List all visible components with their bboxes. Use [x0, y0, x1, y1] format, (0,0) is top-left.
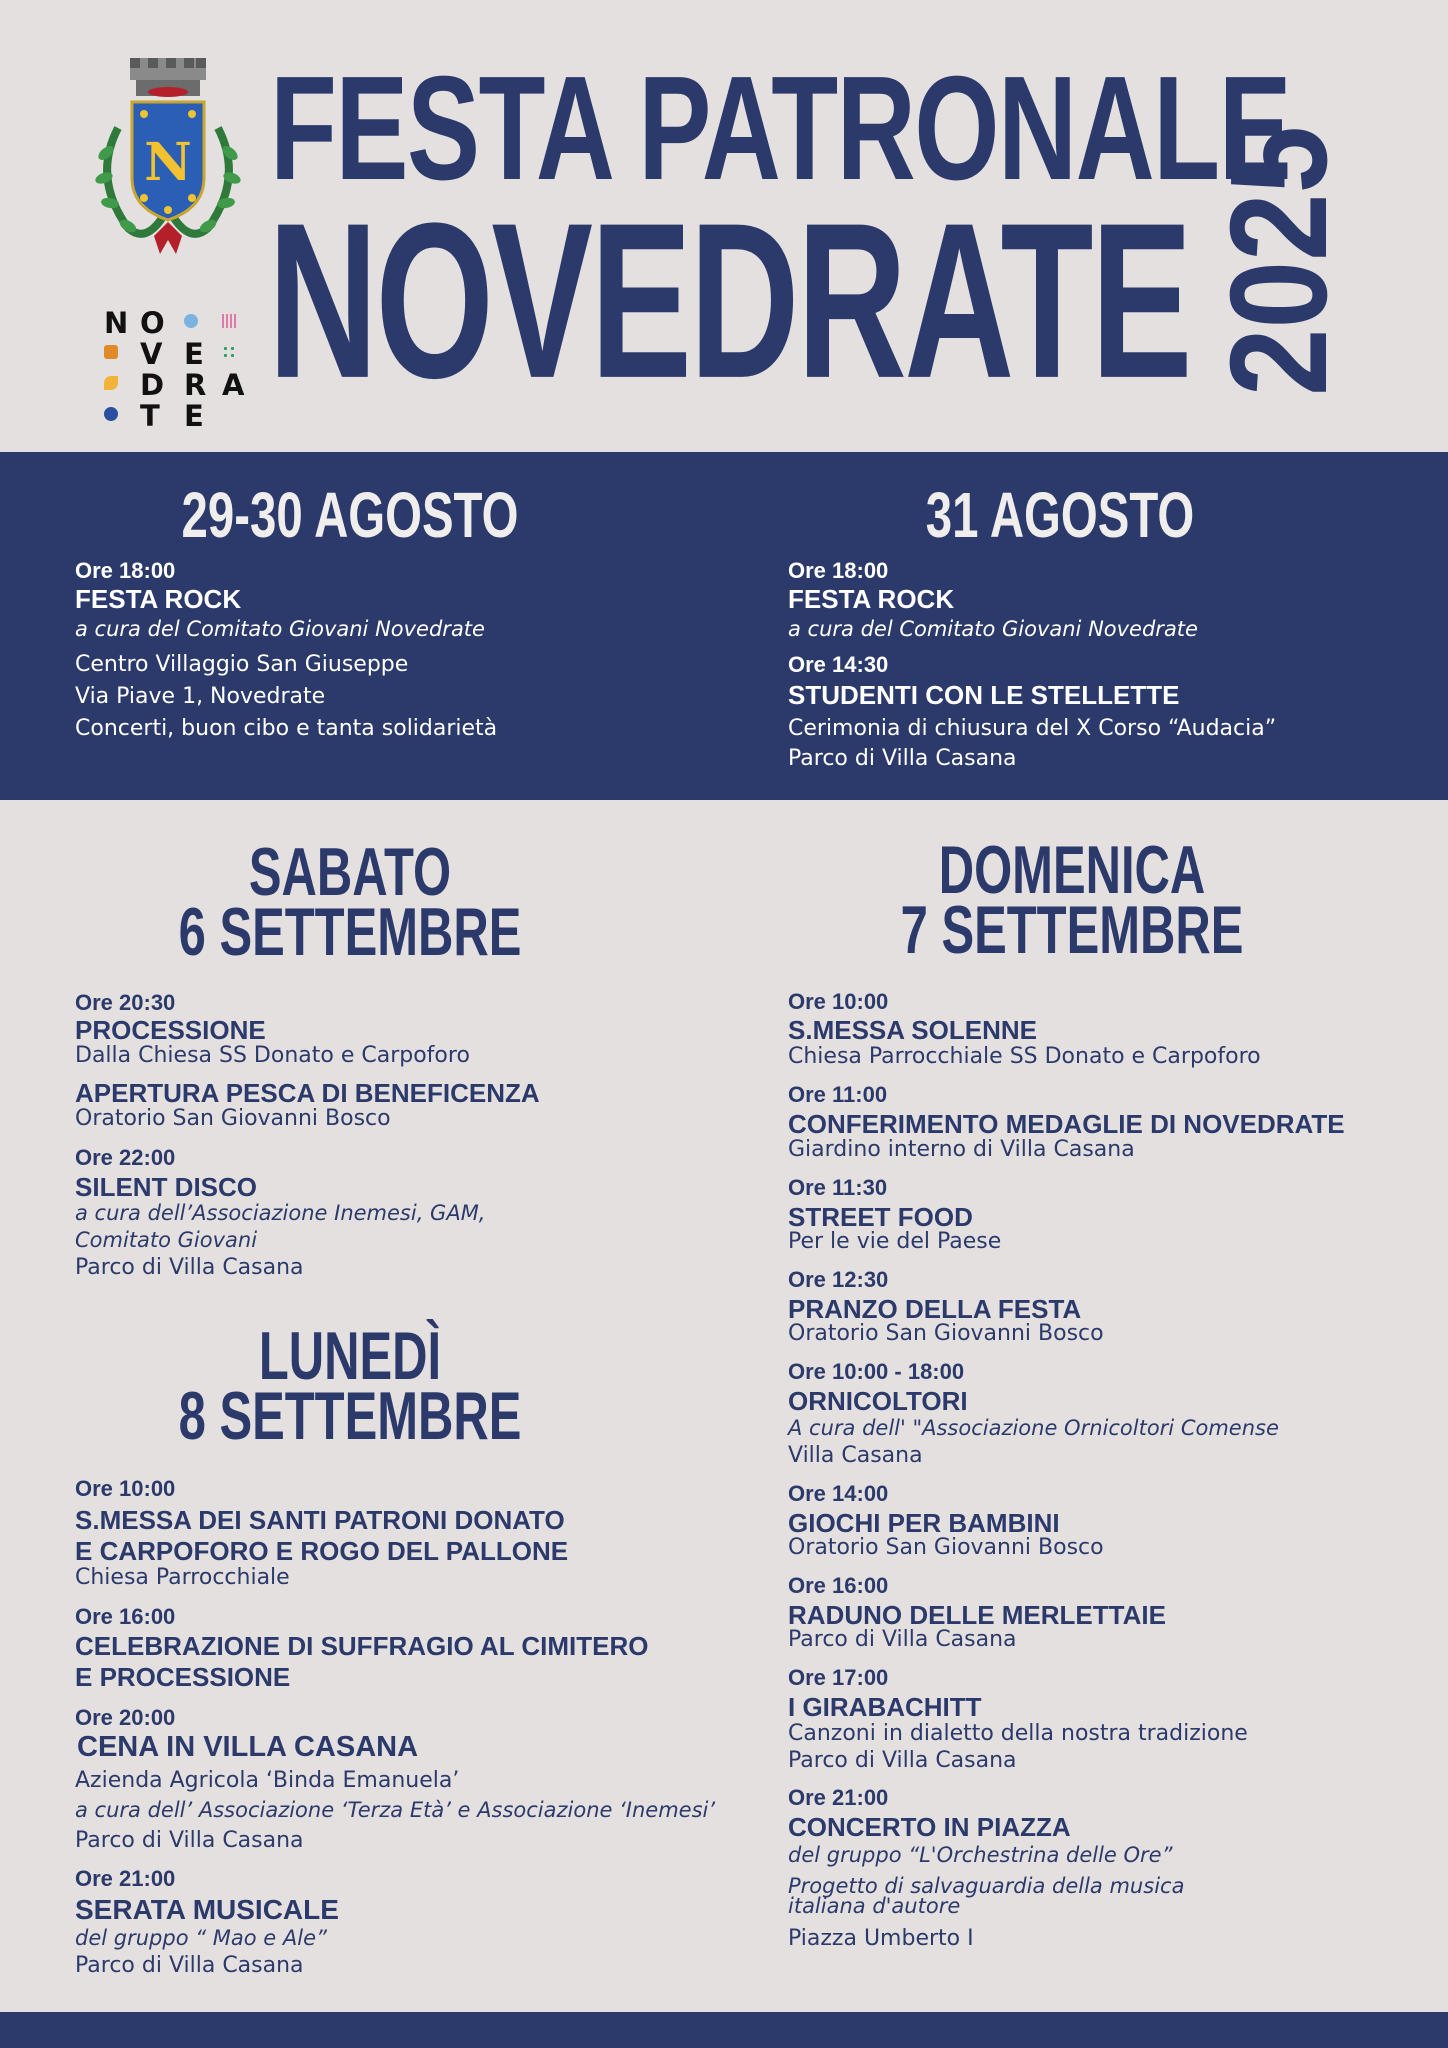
footer-bar [0, 2012, 1448, 2048]
event-curated: a cura dell’Associazione Inemesi, GAM, [75, 1201, 486, 1225]
orange-shape-icon [104, 345, 118, 359]
event-time: Ore 18:00 [788, 558, 889, 583]
event-title: CENA IN VILLA CASANA [77, 1731, 419, 1763]
event-time: Ore 21:00 [75, 1866, 176, 1891]
event-title: APERTURA PESCA DI BENEFICENZA [75, 1078, 540, 1108]
wordmark-letter: T [140, 399, 160, 433]
pink-lines-icon [222, 314, 236, 328]
day-date: 7 SETTEMBRE [900, 892, 1244, 968]
date-heading-29-30-agosto: 29-30 AGOSTO [181, 479, 519, 551]
event-location: Per le vie del Paese [788, 1229, 1002, 1254]
date-heading-31-agosto: 31 AGOSTO [925, 479, 1195, 551]
event-title: GIOCHI PER BAMBINI [788, 1508, 1060, 1538]
event-title: FESTA ROCK [788, 584, 955, 614]
event-time: Ore 11:00 [788, 1082, 888, 1107]
event-curated: a cura del Comitato Giovani Novedrate [75, 617, 485, 641]
year-text: 2025 [1202, 125, 1356, 397]
august-events-band [0, 452, 1448, 800]
event-time: Ore 22:00 [75, 1145, 176, 1170]
header [0, 0, 1448, 452]
event-location: Oratorio San Giovanni Bosco [788, 1321, 1104, 1346]
event-location: Parco di Villa Casana [788, 1627, 1017, 1652]
event-time: Ore 16:00 [788, 1573, 889, 1598]
day-heading-lunedi [170, 1318, 530, 1454]
event-time: Ore 14:00 [788, 1481, 889, 1506]
event-location: Piazza Umberto I [788, 1926, 974, 1951]
event-title: CONFERIMENTO MEDAGLIE DI NOVEDRATE [788, 1109, 1345, 1139]
event-location: Parco di Villa Casana [75, 1255, 304, 1280]
blue-swirl-icon [184, 314, 198, 328]
event-curated: a cura del Comitato Giovani Novedrate [788, 617, 1198, 641]
event-title: SERATA MUSICALE [75, 1894, 339, 1925]
year-vertical [1202, 56, 1356, 397]
blue-helmet-icon [104, 407, 118, 421]
event-title: E PROCESSIONE [75, 1662, 291, 1692]
wordmark-letter: O [140, 306, 165, 340]
event-title: STUDENTI CON LE STELLETTE [788, 680, 1180, 710]
event-time: Ore 16:00 [75, 1604, 176, 1629]
event-description: Concerti, buon cibo e tanta solidarietà [75, 716, 498, 741]
title-line-1: FESTA PATRONALE [270, 46, 1291, 211]
day-name: SABATO [248, 834, 452, 910]
event-location: Oratorio San Giovanni Bosco [75, 1106, 391, 1131]
event-time: Ore 10:00 [788, 989, 889, 1014]
novedrate-wordmark [104, 306, 254, 433]
event-location: Parco di Villa Casana [75, 1953, 304, 1978]
wordmark-letter: V [140, 337, 163, 371]
day-heading-domenica [892, 832, 1252, 968]
event-time: Ore 10:00 - 18:00 [788, 1359, 965, 1384]
event-address: Via Piave 1, Novedrate [75, 684, 326, 709]
green-dots-icon [222, 345, 236, 359]
event-location: Dalla Chiesa SS Donato e Carpoforo [75, 1043, 470, 1068]
event-description: Cerimonia di chiusura del X Corso “Audacia” [788, 716, 1277, 741]
svg-text:N: N [144, 132, 192, 193]
event-location: Parco di Villa Casana [788, 746, 1017, 771]
event-time: Ore 21:00 [788, 1785, 889, 1810]
event-location: Chiesa Parrocchiale SS Donato e Carpoforo [788, 1044, 1261, 1069]
event-title: STREET FOOD [788, 1202, 973, 1232]
event-description: Canzoni in dialetto della nostra tradizione [788, 1721, 1248, 1746]
event-title: FESTA ROCK [75, 584, 242, 614]
event-title: I GIRABACHITT [788, 1692, 982, 1722]
event-curated: del gruppo “L'Orchestrina delle Ore” [788, 1843, 1173, 1867]
event-time: Ore 17:00 [788, 1665, 889, 1690]
event-location: Giardino interno di Villa Casana [788, 1137, 1135, 1162]
event-title: PROCESSIONE [75, 1015, 266, 1045]
title-line-2: NOVEDRATE [268, 177, 1190, 425]
event-location: Parco di Villa Casana [788, 1748, 1017, 1773]
event-organizer: Azienda Agricola ‘Binda Emanuela’ [75, 1768, 460, 1793]
event-time: Ore 14:30 [788, 652, 889, 677]
day-date: 8 SETTEMBRE [178, 1378, 522, 1454]
event-time: Ore 20:00 [75, 1705, 176, 1730]
municipal-logo [88, 58, 248, 433]
event-title: ORNICOLTORI [788, 1386, 968, 1416]
event-title: S.MESSA SOLENNE [788, 1015, 1037, 1045]
day-date: 6 SETTEMBRE [178, 894, 522, 970]
event-title: E CARPOFORO E ROGO DEL PALLONE [75, 1536, 569, 1566]
wordmark-letter: D [140, 368, 165, 402]
yellow-shape-icon [104, 376, 118, 390]
event-title: SILENT DISCO [75, 1172, 258, 1202]
event-title: PRANZO DELLA FESTA [788, 1294, 1082, 1324]
event-note: Progetto di salvaguardia della musica [788, 1874, 1185, 1898]
event-note: italiana d'autore [788, 1894, 961, 1918]
event-title: RADUNO DELLE MERLETTAIE [788, 1600, 1166, 1630]
event-title: CONCERTO IN PIAZZA [788, 1812, 1071, 1842]
event-time: Ore 10:00 [75, 1476, 176, 1501]
event-location: Villa Casana [788, 1443, 923, 1468]
coat-of-arms-icon [88, 58, 248, 258]
event-time: Ore 18:00 [75, 558, 176, 583]
wordmark-letter: E [184, 399, 204, 433]
event-time: Ore 12:30 [788, 1267, 889, 1292]
event-title: S.MESSA DEI SANTI PATRONI DONATO [75, 1505, 565, 1535]
day-name: LUNEDÌ [258, 1318, 442, 1394]
event-location: Centro Villaggio San Giuseppe [75, 652, 409, 677]
event-curated: A cura dell' "Associazione Ornicoltori Comense [788, 1416, 1279, 1440]
event-curated: a cura dell’ Associazione ‘Terza Età’ e Associazione ‘Inemesi’ [75, 1798, 716, 1822]
event-location: Oratorio San Giovanni Bosco [788, 1535, 1104, 1560]
event-location: Parco di Villa Casana [75, 1828, 304, 1853]
wordmark-letter: R [184, 368, 207, 402]
event-time: Ore 11:30 [788, 1175, 888, 1200]
event-title: CELEBRAZIONE DI SUFFRAGIO AL CIMITERO [75, 1631, 649, 1661]
event-curated: Comitato Giovani [75, 1228, 258, 1252]
event-location: Chiesa Parrocchiale [75, 1565, 290, 1590]
event-time: Ore 20:30 [75, 990, 176, 1015]
day-name: DOMENICA [938, 832, 1206, 908]
event-curated: del gruppo “ Mao e Ale” [75, 1926, 327, 1950]
wordmark-letter: N [104, 306, 129, 340]
day-heading-sabato [170, 834, 530, 970]
wordmark-letter: A [222, 368, 245, 402]
wordmark-letter: E [184, 337, 204, 371]
